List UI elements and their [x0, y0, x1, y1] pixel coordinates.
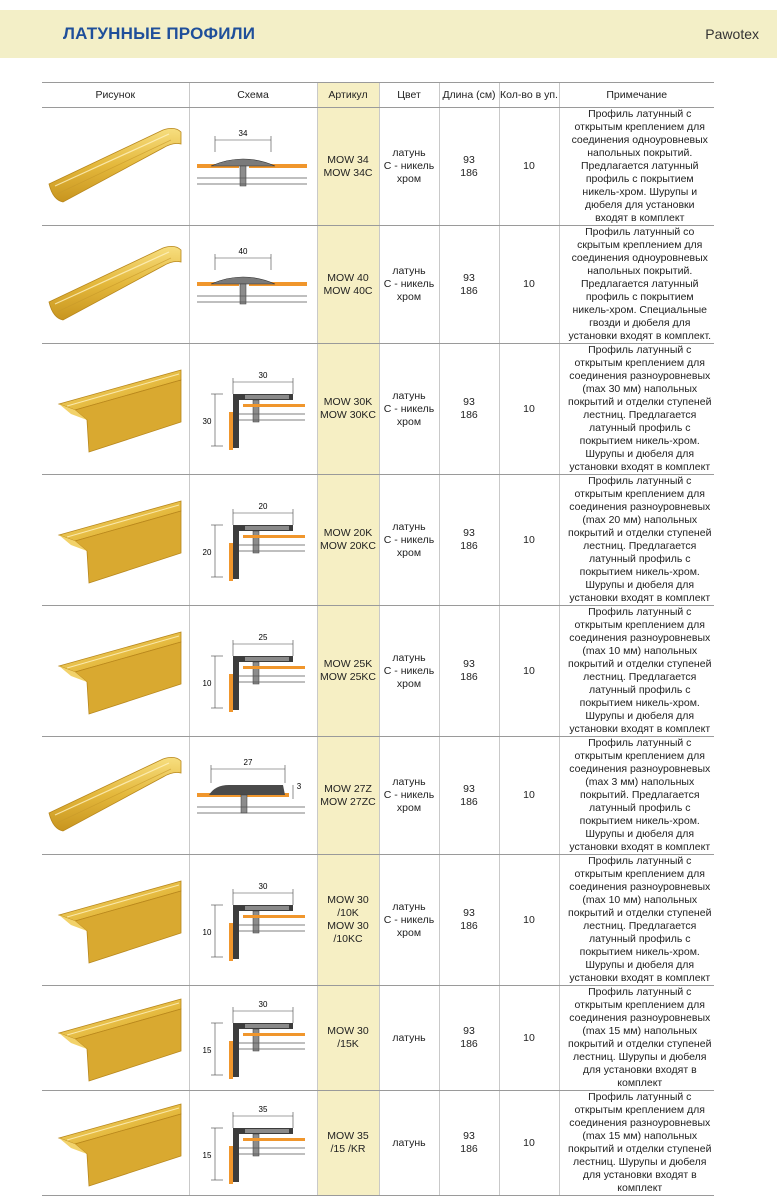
angle-profile-image — [45, 495, 185, 585]
table-row — [42, 855, 714, 986]
pack-quantity: 10 — [499, 344, 559, 475]
scheme-drawing — [193, 364, 313, 454]
products-table — [42, 82, 714, 1196]
profile-scheme — [189, 344, 317, 475]
pack-quantity: 10 — [499, 226, 559, 344]
scheme-drawing — [193, 122, 313, 212]
scheme-height-label: 10 — [202, 928, 212, 937]
scheme-height-label: 10 — [202, 679, 212, 688]
flat-profile-image — [45, 240, 185, 330]
table-row — [42, 226, 714, 344]
profile-scheme — [189, 606, 317, 737]
profile-picture — [42, 108, 189, 226]
length-value: 93 186 — [439, 855, 499, 986]
scheme-width-label: 34 — [238, 128, 248, 138]
scheme-drawing — [193, 495, 313, 585]
scheme-height-label: 3 — [296, 781, 302, 791]
color-value: латунь С - никель хром — [379, 855, 439, 986]
color-value: латунь С - никель хром — [379, 344, 439, 475]
pack-quantity: 10 — [499, 986, 559, 1091]
profile-scheme — [189, 226, 317, 344]
length-value: 93 186 — [439, 344, 499, 475]
length-value: 93 186 — [439, 475, 499, 606]
table-header-row — [42, 83, 714, 108]
article-code: MOW 27Z MOW 27ZC — [317, 737, 379, 855]
scheme-height-label: 30 — [202, 417, 212, 426]
article-code: MOW 34 MOW 34C — [317, 108, 379, 226]
column-header-picture: Рисунок — [42, 83, 189, 108]
scheme-height-label: 20 — [202, 548, 212, 557]
pack-quantity: 10 — [499, 737, 559, 855]
angle-profile-image — [45, 626, 185, 716]
product-note: Профиль латунный с открытым креплением для соединения одноуровневых напольных покрытий. Предлагается латунный профиль с покрытием никель-хром. Шурупы и дюбеля для установки входят в комплект — [559, 108, 714, 226]
product-note: Профиль латунный с открытым креплением для соединения разноуровневых (max 10 мм) напольных покрытий и отделки ступеней лестниц. Предлагается латунный профиль с покрытием никель-хром. Шурупы и дюбеля для установки входят в комплект — [559, 855, 714, 986]
scheme-drawing — [193, 626, 313, 716]
table-row — [42, 606, 714, 737]
scheme-width-label: 30 — [258, 882, 268, 891]
page-title: ЛАТУННЫЕ ПРОФИЛИ — [63, 24, 256, 43]
profile-scheme — [189, 108, 317, 226]
color-value: латунь С - никель хром — [379, 226, 439, 344]
product-note: Профиль латунный с открытым креплением для соединения разноуровневых (max 20 мм) напольных покрытий и отделки ступеней лестниц. Предлагается латунный профиль с покрытием никель-хром. Шурупы и дюбеля для установки входят в комплект — [559, 475, 714, 606]
table-row — [42, 108, 714, 226]
brand-name: Pawotex — [705, 26, 759, 42]
color-value: латунь С - никель хром — [379, 606, 439, 737]
pack-quantity: 10 — [499, 606, 559, 737]
article-code: MOW 35 /15 /KR — [317, 1091, 379, 1196]
product-note: Профиль латунный с открытым креплением для соединения разноуровневых (max 30 мм) напольных покрытий и отделки ступеней лестниц. Предлагается латунный профиль с покрытием никель-хром. Шурупы и дюбеля для установки входят в комплект — [559, 344, 714, 475]
color-value: латунь — [379, 1091, 439, 1196]
article-code: MOW 30 /10K MOW 30 /10KC — [317, 855, 379, 986]
product-note: Профиль латунный с открытым креплением для соединения разноуровневых (max 15 мм) напольных покрытий и отделки ступеней лестниц. Шурупы и дюбеля для установки входят в комплект — [559, 1091, 714, 1196]
scheme-height-label: 15 — [202, 1046, 212, 1055]
profile-picture — [42, 1091, 189, 1196]
profile-picture — [42, 606, 189, 737]
scheme-width-label: 35 — [258, 1105, 268, 1114]
column-header-color: Цвет — [379, 83, 439, 108]
product-note: Профиль латунный со скрытым креплением для соединения одноуровневых напольных покрытий. Предлагается латунный профиль с покрытием никель-хром. Специальные гвозди и дюбеля для установки входят в комплект. — [559, 226, 714, 344]
product-note: Профиль латунный с открытым креплением для соединения разноуровневых (max 3 мм) напольных покрытий. Предлагается латунный профиль с покрытием никель-хром. Шурупы и дюбеля для установки входят в комплект — [559, 737, 714, 855]
profile-picture — [42, 344, 189, 475]
profile-picture — [42, 737, 189, 855]
profile-scheme — [189, 986, 317, 1091]
flat-profile-image — [45, 751, 185, 841]
scheme-height-label: 15 — [202, 1151, 212, 1160]
article-code: MOW 30K MOW 30KC — [317, 344, 379, 475]
length-value: 93 186 — [439, 606, 499, 737]
color-value: латунь С - никель хром — [379, 108, 439, 226]
article-code: MOW 30 /15K — [317, 986, 379, 1091]
angle-profile-image — [45, 364, 185, 454]
scheme-drawing — [193, 751, 313, 841]
article-code: MOW 20K MOW 20KC — [317, 475, 379, 606]
profile-picture — [42, 475, 189, 606]
profile-scheme — [189, 475, 317, 606]
scheme-drawing — [193, 875, 313, 965]
table-row — [42, 475, 714, 606]
column-header-scheme: Схема — [189, 83, 317, 108]
pack-quantity: 10 — [499, 108, 559, 226]
scheme-width-label: 25 — [258, 633, 268, 642]
profile-picture — [42, 855, 189, 986]
scheme-width-label: 20 — [258, 502, 268, 511]
product-note: Профиль латунный с открытым креплением для соединения разноуровневых (max 15 мм) напольных покрытий и отделки ступеней лестниц. Шурупы и дюбеля для установки входят в комплект — [559, 986, 714, 1091]
color-value: латунь — [379, 986, 439, 1091]
scheme-width-label: 30 — [258, 1000, 268, 1009]
scheme-drawing — [193, 240, 313, 330]
pack-quantity: 10 — [499, 475, 559, 606]
column-header-note: Примечание — [559, 83, 714, 108]
profile-scheme — [189, 1091, 317, 1196]
scheme-drawing — [193, 1098, 313, 1188]
page-header — [0, 10, 777, 58]
table-row — [42, 737, 714, 855]
profile-scheme — [189, 737, 317, 855]
profile-scheme — [189, 855, 317, 986]
pack-quantity: 10 — [499, 855, 559, 986]
color-value: латунь С - никель хром — [379, 475, 439, 606]
product-note: Профиль латунный с открытым креплением для соединения разноуровневых (max 10 мм) напольных покрытий и отделки ступеней лестниц. Предлагается латунный профиль с покрытием никель-хром. Шурупы и дюбеля для установки входят в комплект — [559, 606, 714, 737]
angle-profile-image — [45, 875, 185, 965]
length-value: 93 186 — [439, 986, 499, 1091]
pack-quantity: 10 — [499, 1091, 559, 1196]
length-value: 93 186 — [439, 108, 499, 226]
length-value: 93 186 — [439, 226, 499, 344]
angle-profile-image — [45, 993, 185, 1083]
column-header-length: Длина (см) — [439, 83, 499, 108]
scheme-width-label: 30 — [258, 371, 268, 380]
scheme-width-label: 40 — [238, 246, 248, 256]
scheme-drawing — [193, 993, 313, 1083]
flat-profile-image — [45, 122, 185, 212]
table-body — [42, 108, 714, 1196]
profile-picture — [42, 986, 189, 1091]
article-code: MOW 40 MOW 40C — [317, 226, 379, 344]
angle-profile-image — [45, 1098, 185, 1188]
article-code: MOW 25K MOW 25KC — [317, 606, 379, 737]
length-value: 93 186 — [439, 737, 499, 855]
table-row — [42, 1091, 714, 1196]
length-value: 93 186 — [439, 1091, 499, 1196]
table-row — [42, 344, 714, 475]
column-header-qty: Кол-во в уп. — [499, 83, 559, 108]
profile-picture — [42, 226, 189, 344]
color-value: латунь С - никель хром — [379, 737, 439, 855]
column-header-article: Артикул — [317, 83, 379, 108]
table-row — [42, 986, 714, 1091]
scheme-width-label: 27 — [243, 757, 253, 767]
